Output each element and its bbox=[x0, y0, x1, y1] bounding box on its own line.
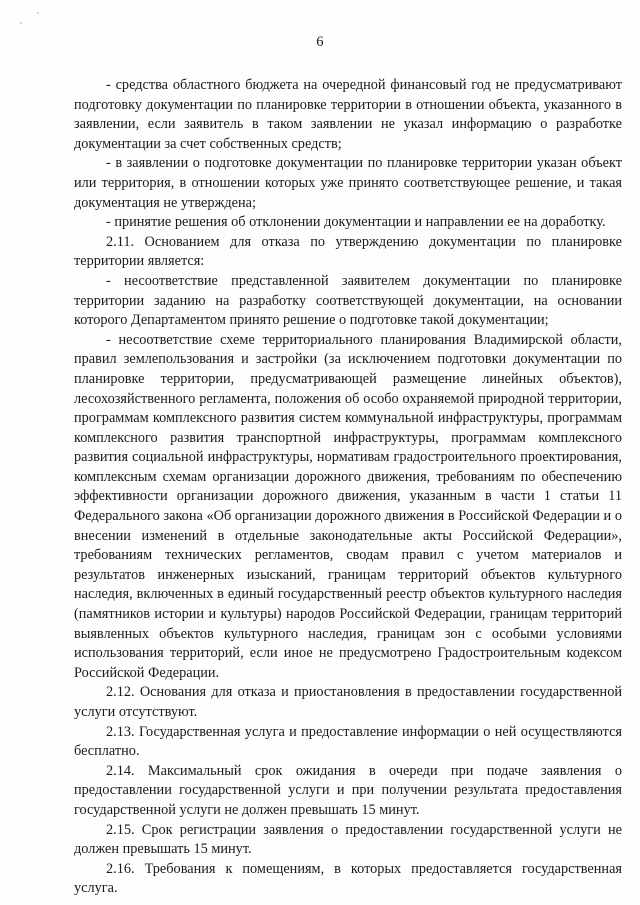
paragraph: - средства областного бюджета на очередной финансовый год не предусматривают подготовку документации по планировке территории в отношении объекта, указанного в заявлении, если заявитель в таком заявлении не указал информацию о разработке документации за счет собственных средств; bbox=[74, 77, 622, 152]
paragraph: 2.11. Основанием для отказа по утверждению документации по планировке территории является: bbox=[74, 233, 622, 270]
paragraph: 2.14. Максимальный срок ожидания в очереди при подаче заявления о предоставлении государственной услуги и при получении результата предоставления государственной услуги не должен превышать 15 минут. bbox=[74, 762, 622, 818]
paragraph: - несоответствие представленной заявителем документации по планировке территории заданию на разработку соответствующей документации, на основании которого Департаментом принято решение о подготовке такой документации; bbox=[74, 272, 622, 329]
paragraph: 2.15. Срок регистрации заявления о предоставлении государственной услуги не должен превышать 15 минут. bbox=[74, 821, 622, 858]
paragraph: 2.13. Государственная услуга и предоставление информации о ней осуществляются бесплатно. bbox=[74, 723, 622, 760]
scan-speck bbox=[20, 22, 22, 24]
paragraph: - в заявлении о подготовке документации по планировке территории указан объект или территория, в отношении которых уже принято соответствующее решение, и такая документация не утверждена; bbox=[74, 155, 622, 211]
scan-speck bbox=[37, 12, 39, 14]
paragraph: - принятие решения об отклонении документации и направлении ее на доработку. bbox=[106, 214, 606, 231]
document-body bbox=[74, 76, 622, 899]
paragraph: - несоответствие схеме территориального планирования Владимирской области, правил землепользования и застройки (за исключением подготовки документации по планировке территории, предусматривающей размещение линейных объектов), лесохозяйственного регламента, положения об особо охраняемой природной территории, программам комплексного развития систем коммунальной инфраструктуры, программам комплексного развития транспортной инфраструктуры, программам комплексного развития социальной инфраструктуры, нормативам градостроительного проектирования, комплексным схемам организации дорожного движения, требованиям по обеспечению эффективности организации дорожного движения, указанным в части 1 статьи 11 Федерального закона «Об организации дорожного движения в Российской Федерации и о внесении изменений в отдельные законодательные акты Российской Федерации», требованиям технических регламентов, сводам правил с учетом материалов и результатов инженерных изысканий, границам территорий объектов культурного наследия, включенных в единый государственный реестр объектов культурного наследия (памятников истории и культуры) народов Российской Федерации, границам территорий выявленных объектов культурного наследия, границам зон с особыми условиями использования территорий, если иное не предусмотрено Градостроительным кодексом Российской Федерации. bbox=[74, 331, 622, 681]
page-number: 6 bbox=[316, 34, 324, 50]
paragraph: 2.16. Требования к помещениям, в которых предоставляется государственная услуга. bbox=[74, 860, 622, 897]
paragraph: 2.12. Основания для отказа и приостановления в предоставлении государственной услуги отсутствуют. bbox=[74, 684, 622, 720]
